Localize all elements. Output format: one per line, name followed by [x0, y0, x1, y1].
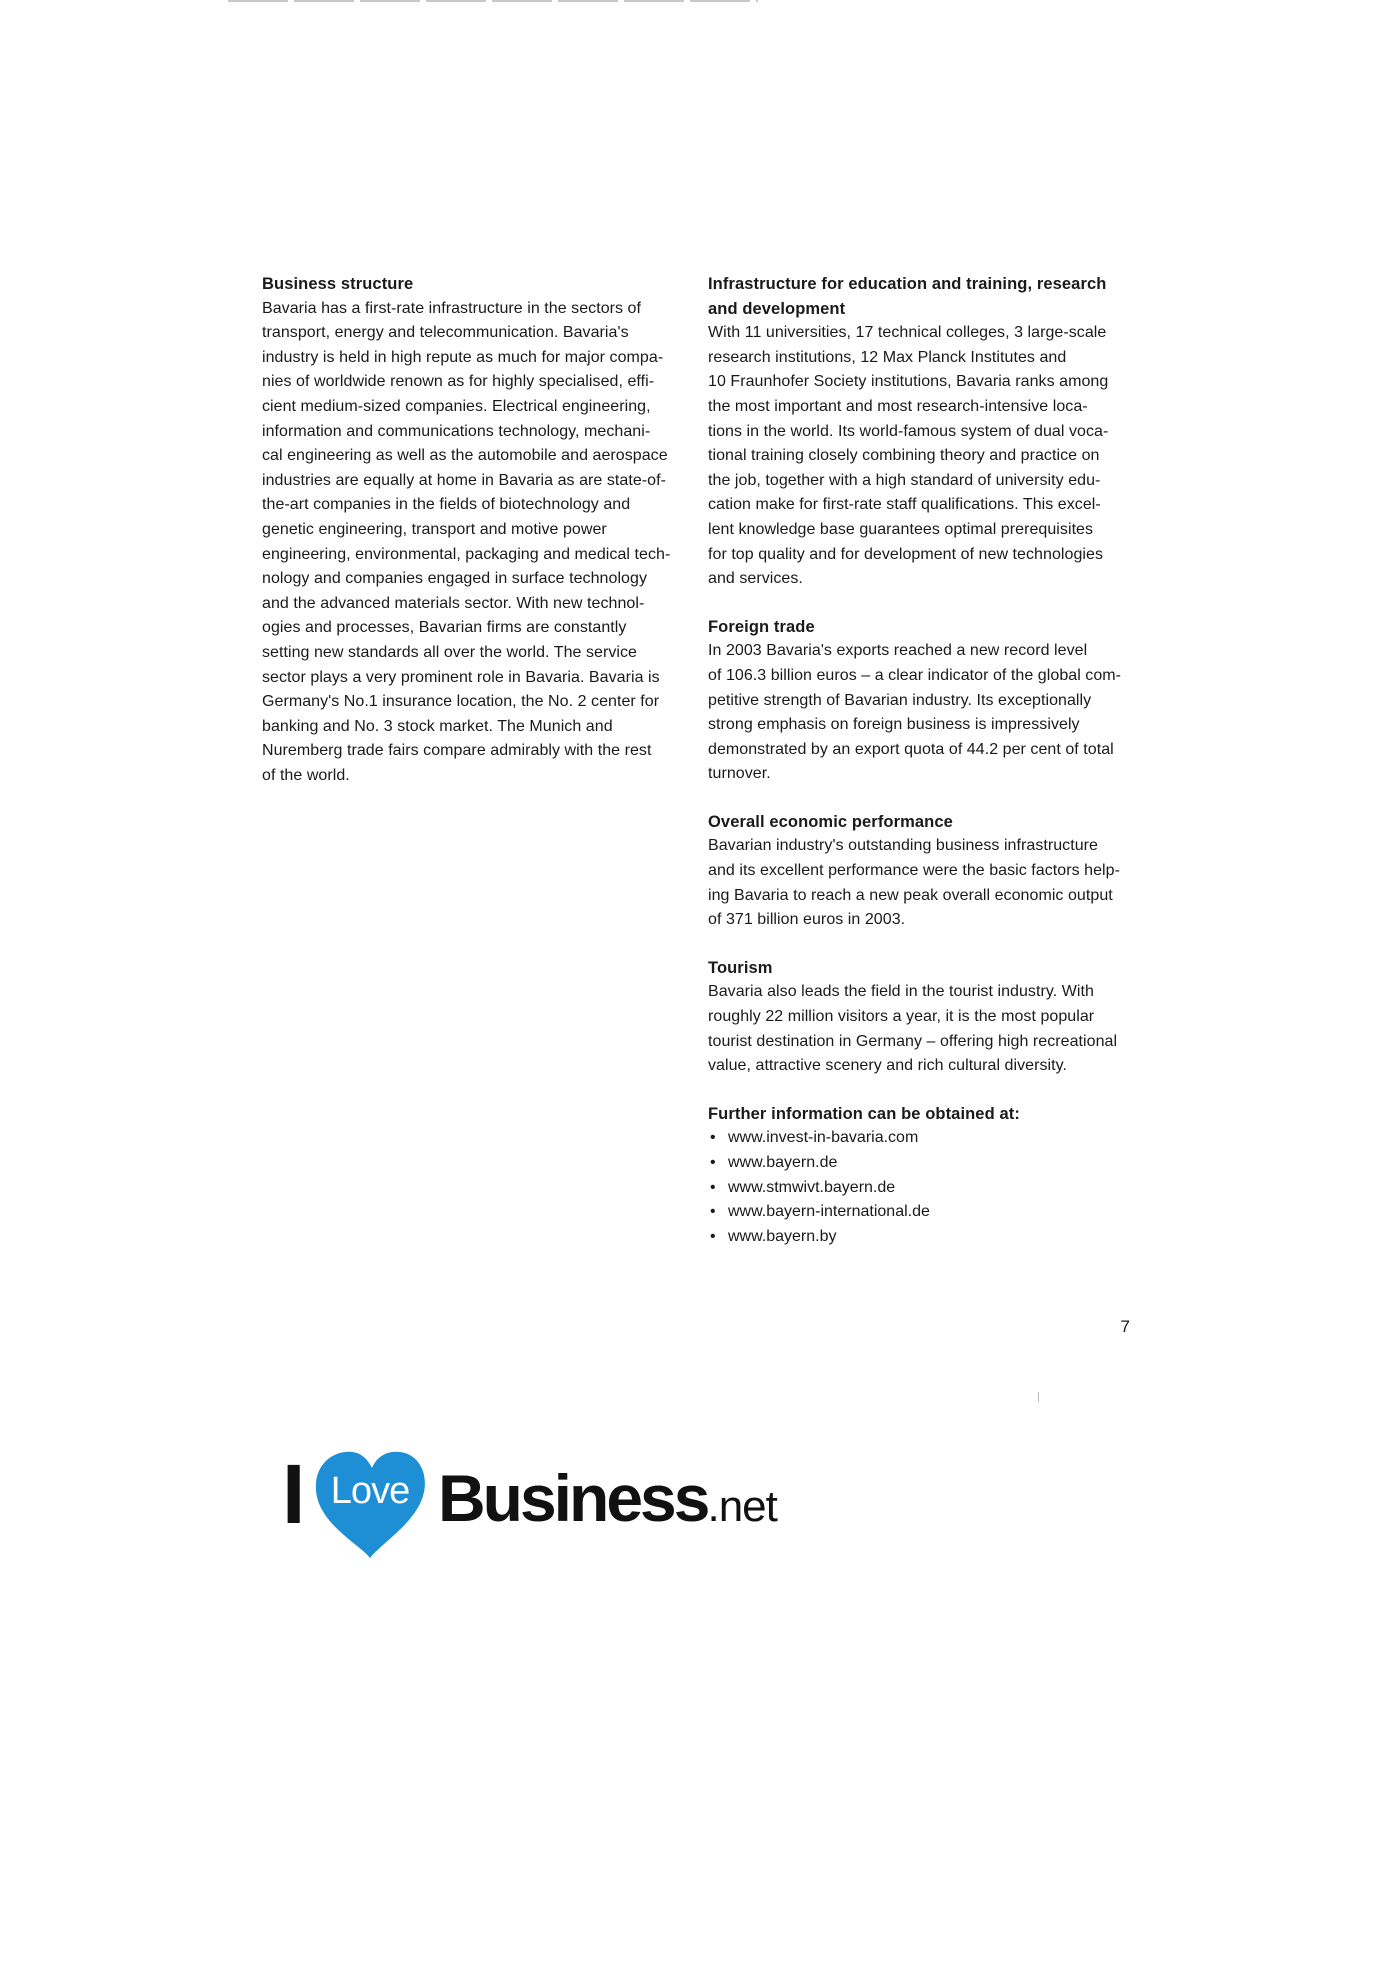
link-text[interactable]: www.bayern-international.de: [728, 1203, 930, 1221]
logo-tld: .net: [707, 1482, 777, 1531]
section-heading: Infrastructure for education and training, research and development: [708, 275, 1107, 318]
link-text[interactable]: www.invest-in-bavaria.com: [728, 1129, 919, 1147]
link-text[interactable]: www.stmwivt.bayern.de: [728, 1178, 896, 1196]
page-number: 7: [1120, 1317, 1130, 1336]
logo-brand-name: Business: [438, 1461, 708, 1535]
bullet-icon: •: [710, 1203, 716, 1221]
link-item[interactable]: [708, 1126, 1128, 1151]
section-body: With 11 universities, 17 technical colleges, 3 large-scale research institutions, 12 Max Planck Institutes and 10 Fraunhofer Society institutions, Bavaria ranks among the most important and most research-intensive loca- tions in the world. Its world-famous system of dual voca- tional training closely combining theory and practice on the job, together with a high standard of university edu- cation make for first-rate staff qualifications. This excel- lent knowledge base guarantees optimal prerequisites for top quality and for development of new technologies and services.: [708, 324, 1109, 588]
bullet-icon: •: [710, 1227, 716, 1245]
bullet-icon: •: [710, 1178, 716, 1196]
bullet-icon: •: [710, 1129, 716, 1147]
section-tourism: [708, 956, 1128, 1079]
section-body: Bavaria has a first-rate infrastructure in the sectors of transport, energy and telecommunication. Bavaria's industry is held in high repute as much for major compa- nies of worldwide renown as for highly specialised, effi- cient medium-sized companies. Electrical engineering, information and communications technology, mechani- cal engineering as well as the automobile and aerospace industries are equally at home in Bavaria as are state-of- the-art companies in the fields of biotechnology and genetic engineering, transport and motive power engineering, environmental, packaging and medical tech- nology and companies engaged in surface technology and the advanced materials sector. With new technol- ogies and processes, Bavarian firms are constantly setting new standards all over the world. The service sector plays a very prominent role in Bavaria. Bavaria is Germany's No.1 insurance location, the No. 2 center for banking and No. 3 stock market. The Munich and Nuremberg trade fairs compare admirably with the rest of the world.: [262, 299, 671, 784]
logo-letter-i: I: [282, 1447, 306, 1541]
crop-tick-mark: [1038, 1392, 1039, 1402]
ilovebusiness-logo: [282, 1446, 777, 1566]
section-foreign-trade: [708, 615, 1128, 787]
section-business-structure: [262, 272, 684, 788]
link-text[interactable]: www.bayern.de: [728, 1154, 838, 1171]
logo-brand-text: [438, 1458, 777, 1547]
link-text[interactable]: www.bayern.by: [728, 1227, 837, 1245]
link-item[interactable]: [708, 1225, 1128, 1250]
scan-edge-line: [228, 0, 758, 2]
section-education-research: [708, 272, 1128, 592]
section-body: Bavarian industry's outstanding business infrastructure and its excellent performance were the basic factors help- ing Bavaria to reach a new peak overall economic output of 371 billion euros in 2003.: [708, 837, 1120, 929]
link-item[interactable]: [708, 1176, 1128, 1201]
section-body: Bavaria also leads the field in the tourist industry. With roughly 22 million visitors a year, it is the most popular tourist destination in Germany – offering high recreational value, attractive scenery and rich cultural diversity.: [708, 983, 1118, 1075]
section-heading: Tourism: [708, 958, 773, 977]
bullet-icon: •: [710, 1154, 716, 1171]
section-body: In 2003 Bavaria's exports reached a new record level of 106.3 billion euros – a clear indicator of the global com- petitive strength of Bavarian industry. Its exceptionally strong emphasis on foreign business is impressively demonstrated by an export quota of 44.2 per cent of total turnover.: [708, 642, 1122, 783]
left-column: [262, 272, 684, 811]
logo-love-text: Love: [330, 1470, 410, 1512]
section-further-info: [708, 1102, 1128, 1250]
right-column: [708, 272, 1128, 1272]
further-info-heading: Further information can be obtained at:: [708, 1104, 1020, 1123]
section-heading: Overall economic performance: [708, 812, 953, 831]
link-item[interactable]: [708, 1200, 1128, 1225]
link-item[interactable]: [708, 1151, 1128, 1176]
link-list: [708, 1126, 1128, 1249]
section-economic-performance: [708, 810, 1128, 933]
section-heading: Business structure: [262, 275, 414, 293]
section-heading: Foreign trade: [708, 617, 815, 636]
